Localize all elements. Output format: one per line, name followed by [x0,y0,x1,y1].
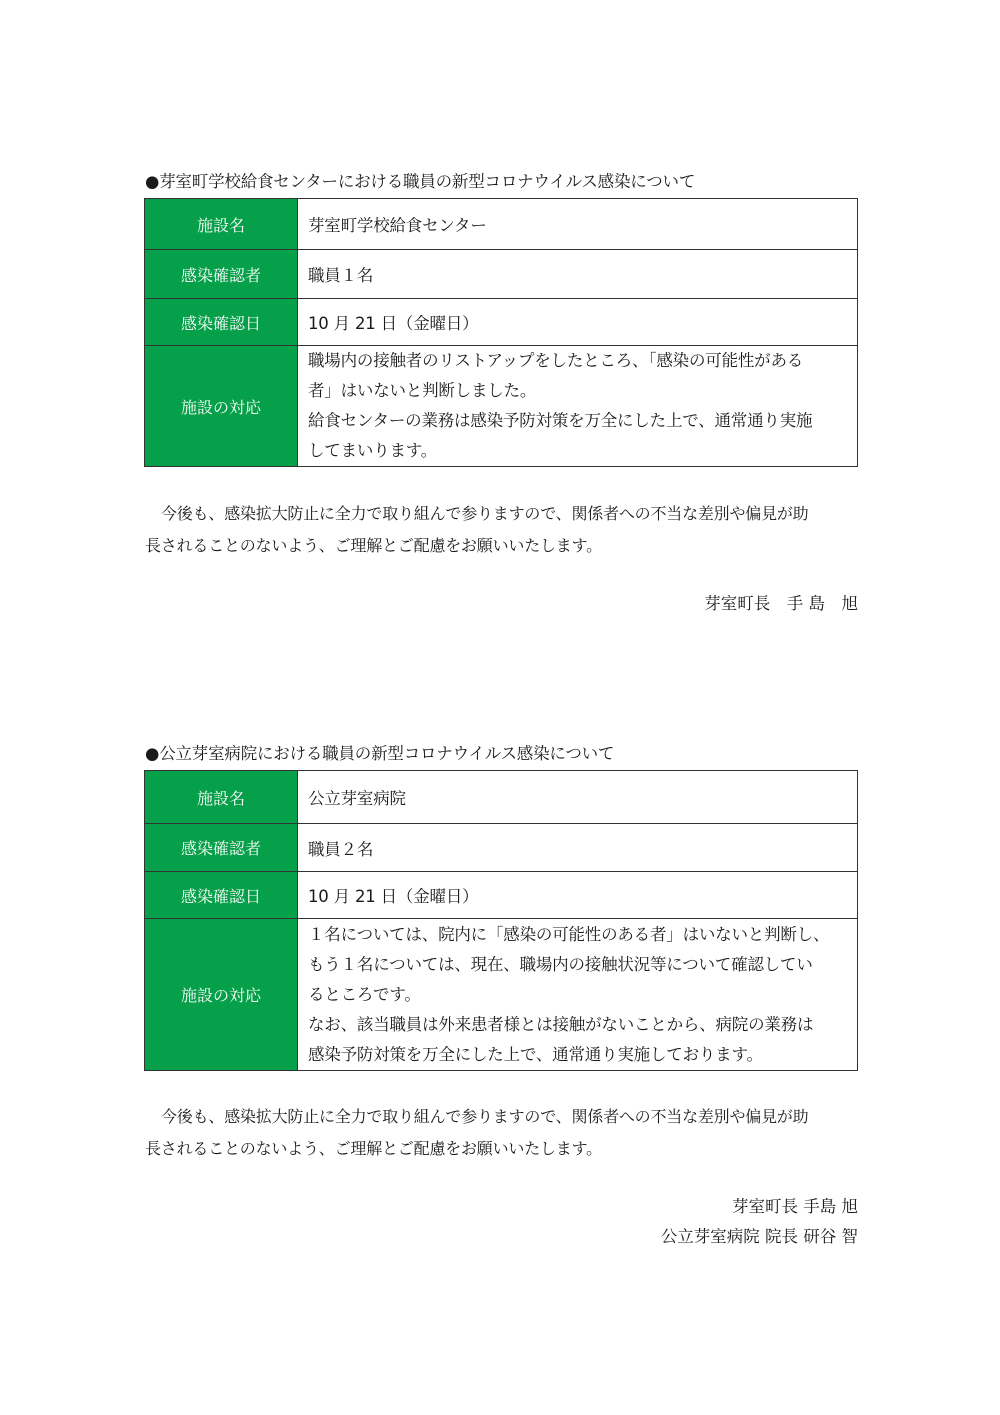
confirmed-persons-label: 感染確認者 [145,824,298,872]
facility-response-value [298,346,858,467]
paragraph-line: 今後も、感染拡大防止に全力で取り組んで参りますので、関係者への不当な差別や偏見が助 [161,1107,809,1126]
section2-signature-mayor: 芽室町長 手島 旭 [732,1197,858,1216]
section2-request-paragraph [145,1101,861,1165]
section2-info-table [144,770,858,1071]
section1-signature: 芽室町長 手 島 旭 [704,594,858,613]
section1-info-table [144,198,858,467]
paragraph-line: 今後も、感染拡大防止に全力で取り組んで参りますので、関係者への不当な差別や偏見が助 [161,504,809,523]
facility-name-label: 施設名 [145,771,298,824]
table-row [145,824,858,872]
confirmed-persons-value: 職員１名 [298,250,858,299]
response-line: なお、該当職員は外来患者様とは接触がないことから、病院の業務は [308,1014,814,1034]
facility-response-value [298,919,858,1071]
response-line: 感染予防対策を万全にした上で、通常通り実施しております。 [308,1044,763,1064]
section1-request-paragraph [145,498,861,562]
table-row [145,771,858,824]
table-row [145,299,858,346]
paragraph-line: 長されることのないよう、ご理解とご配慮をお願いいたします。 [145,536,602,555]
response-line: 者」はいないと判断しました。 [308,381,537,400]
response-line: るところです。 [308,984,421,1004]
table-row [145,250,858,299]
facility-name-value: 芽室町学校給食センター [298,199,858,250]
table-row [145,872,858,919]
confirmed-date-label: 感染確認日 [145,872,298,919]
response-line: してまいります。 [308,441,438,460]
facility-name-value: 公立芽室病院 [298,771,858,824]
confirmed-persons-value: 職員２名 [298,824,858,872]
response-line: １名については、院内に「感染の可能性のある者」はいないと判断し、 [308,924,830,944]
response-line: もう１名については、現在、職場内の接触状況等について確認してい [308,954,813,974]
confirmed-date-label: 感染確認日 [145,299,298,346]
facility-response-label: 施設の対応 [145,346,298,467]
table-row [145,199,858,250]
table-row [145,919,858,1071]
response-line: 給食センターの業務は感染予防対策を万全にした上で、通常通り実施 [308,411,813,430]
confirmed-date-value: 10 月 21 日（金曜日） [298,299,858,346]
facility-response-label: 施設の対応 [145,919,298,1071]
facility-name-label: 施設名 [145,199,298,250]
response-line: 職場内の接触者のリストアップをしたところ、「感染の可能性がある [308,351,804,370]
section2-signature-hospital-director: 公立芽室病院 院長 研谷 智 [660,1227,858,1246]
confirmed-persons-label: 感染確認者 [145,250,298,299]
section2-title: ●公立芽室病院における職員の新型コロナウイルス感染について [145,744,615,763]
paragraph-line: 長されることのないよう、ご理解とご配慮をお願いいたします。 [145,1139,602,1158]
table-row [145,346,858,467]
confirmed-date-value: 10 月 21 日（金曜日） [298,872,858,919]
section1-title: ●芽室町学校給食センターにおける職員の新型コロナウイルス感染について [145,172,696,191]
